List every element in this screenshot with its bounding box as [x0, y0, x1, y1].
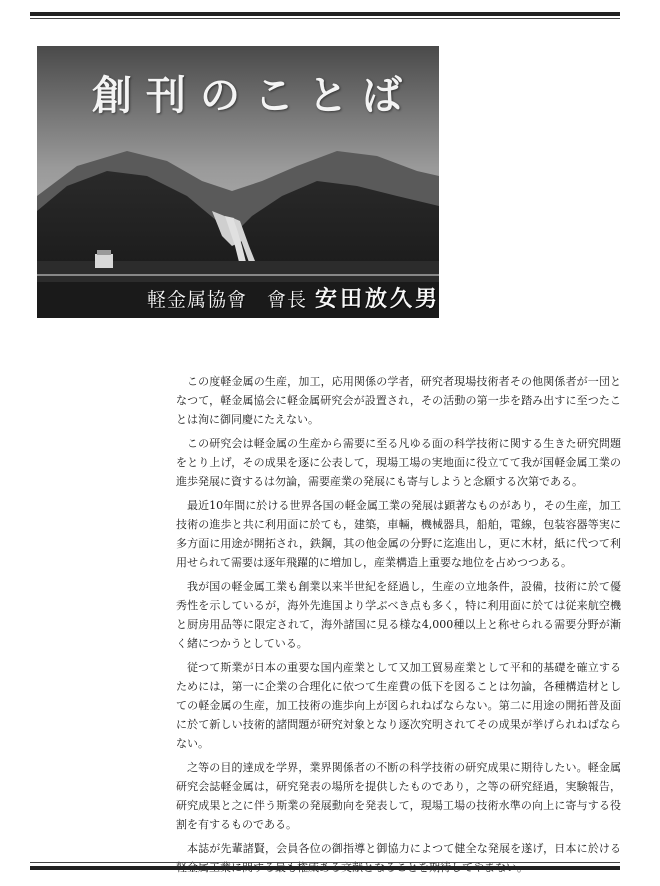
paragraph: 従つて斯業が日本の重要な国内産業として又加工貿易産業として平和的基礎を確立するためには，第一に企業の合理化に依つて生産費の低下を図ることは勿論，各種構造材としての軽金属の生産，加工技術の進歩向上が図られねばならない。第二に用途の開拓普及面に於て新しい技術的諸問題が研究対象となり逐次究明されてその成果が挙げられねばならない。 [176, 661, 621, 750]
author-name: 安田放久男 [315, 286, 441, 312]
top-rule-thick [30, 12, 620, 16]
paragraph: 之等の目的達成を学界，業界関係者の不断の科学技術の研究成果に期待したい。軽金属研究会誌軽金属は，研究発表の場所を提供したものであり，之等の研究経過，実験報告，研究成果と之に伴う斯業の発展動向を発表して，現場工場の技術水準の向上に寄与する役割を有するものである。 [176, 761, 621, 831]
author-caption [147, 282, 440, 313]
paragraph: 我が国の軽金属工業も創業以来半世紀を経過し，生産の立地条件，設備，技術に於て優秀性を示しているが，海外先進国より学ぶべき点も多く，特に利用面に於ては従来航空機と厨房用品等に限定されて，海外諸国に見る様な4,000種以上と称せられる需要分野が漸く緒につかうとしている。 [176, 580, 621, 650]
author-organization: 軽金属協會 會長 [147, 289, 308, 311]
paragraph: この研究会は軽金属の生産から需要に至る凡ゆる面の科学技術に関する生きた研究問題をとり上げ，その成果を逐に公表して，現場工場の実地面に役立てて我が国軽金属工業の進歩発展に資するは勿論，需要産業の発展にも寄与しようと念願する次第である。 [176, 437, 621, 488]
page-title: 創刊のことば [92, 72, 416, 119]
paragraph: 本誌が先輩諸賢，会員各位の御指導と御協力によつて健全な発展を遂げ，日本に於ける [187, 842, 621, 855]
paragraph: 最近10年間に於ける世界各国の軽金属工業の発展は顕著なものがあり，その生産，加工技術の進歩と共に利用面に於ても，建築，車輛，機械器具，船舶，電線，包装容器等実に多方面に用途が開拓され，鉄鋼，其の他金属の分野に迄進出し，更に木材，紙に代つて利用せられて需要は逐年飛躍的に増加し，産業構造上重要な地位を占めつつある。 [176, 499, 621, 569]
top-rule-thin [30, 18, 620, 19]
paragraph: この度軽金属の生産，加工，応用関係の学者，研究者現場技術者その他関係者が一団となつて，軽金属協会に軽金属研究会が設置され，その活動の第一歩を踏み出すに至つたことは洵に御同慶にたえない。 [176, 375, 621, 426]
bottom-rule-thick [30, 866, 620, 870]
article-body [176, 372, 621, 882]
bottom-rule-thin [30, 862, 620, 863]
